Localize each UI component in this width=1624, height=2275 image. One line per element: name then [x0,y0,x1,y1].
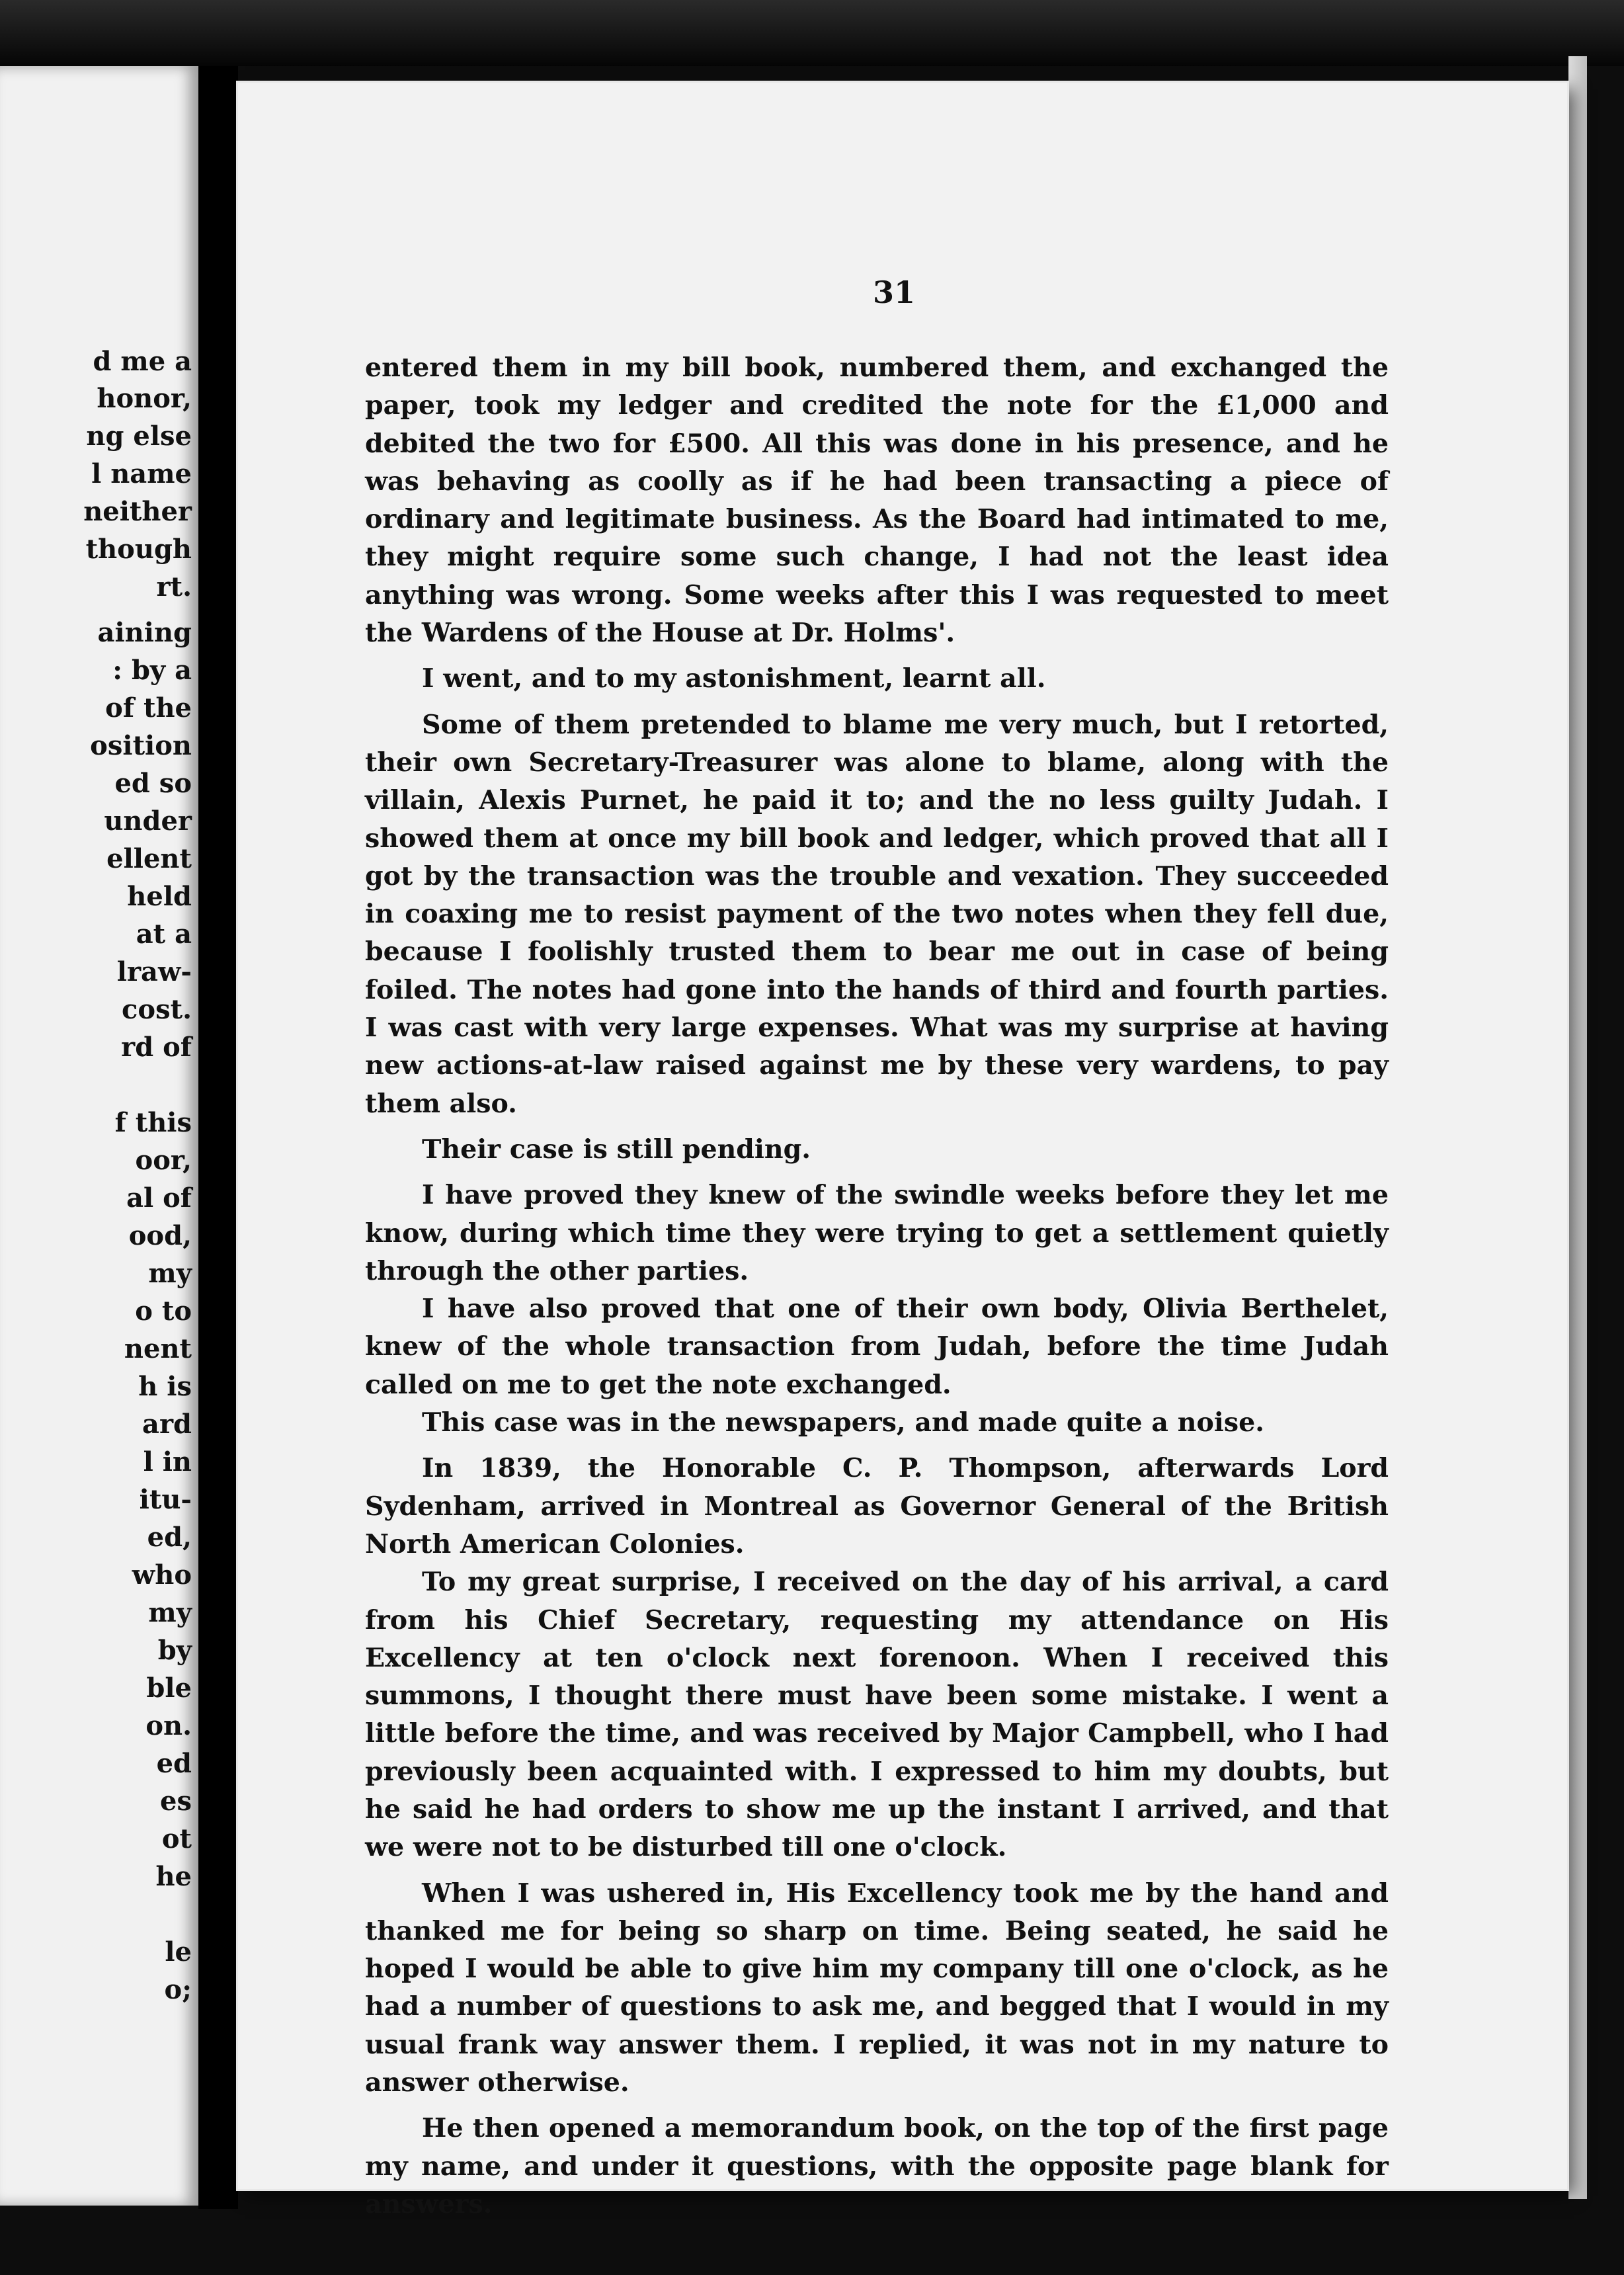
left-page-edge [0,66,198,2206]
left-page-fragment: ellent [106,843,192,874]
left-page-fragment: neither [83,496,192,527]
left-page-fragment: l name [91,458,192,489]
left-page-fragment: l in [143,1446,192,1477]
left-page-fragment: : by a [112,655,192,686]
left-page-fragment: f this [114,1107,192,1138]
left-page-fragment: ed so [114,768,192,799]
scan-top-border [0,0,1624,66]
left-page-fragment: though [85,534,192,565]
left-page-fragment: ng else [86,421,192,452]
left-page-fragment: d me a [93,346,192,377]
left-page-fragment: my [148,1258,192,1289]
left-page-fragment: ed, [147,1522,192,1553]
paragraph: To my great surprise, I received on the day of his arrival, a card from his Chief Secretary, requesting my attendance on His Excellency at ten o'clock next forenoon. When I received this summons, I thought there must have been some mistake. I went a little before the time, and was received by Major Campbell, who I had previously been acquainted with. I expressed to him my doubts, but he said he had orders to show me up the instant I arrived, and that we were not to be disturbed till one o'clock. [365,1567,1389,1863]
left-page-fragment: rt. [156,571,192,602]
left-page-fragment: cost. [122,994,192,1025]
paragraph: I have proved they knew of the swindle weeks before they let me know, during which time they were trying to get a settlement quietly through the other parties. [365,1180,1389,1286]
paragraph: He then opened a memorandum book, on the top of the first page my name, and under it questions, with the opposite page blank for answers. [365,2113,1389,2219]
left-page-fragment: ble [146,1673,192,1704]
left-page-fragment: nent [124,1333,192,1364]
paragraph: Some of them pretended to blame me very much, but I retorted, their own Secretary-Treasurer was alone to blame, along with the villain, Alexis Purnet, he paid it to; and the no less guilty Judah. I showed them at once my bill book and ledger, which proved that all I got by the transaction was the trouble and vexation. They succeeded in coaxing me to resist payment of the two notes when they fell due, because I foolishly trusted them to bear me out in case of being foiled. The notes had gone into the hands of third and fourth parties. I was cast with very large expenses. What was my surprise at having new actions-at-law raised against me by these very wardens, to pay them also. [365,709,1389,1119]
paragraph: I went, and to my astonishment, learnt all. [422,663,1046,694]
left-page-fragment: at a [136,919,192,950]
left-page-fragment: aining [97,617,192,648]
left-page-fragment: honor, [97,383,192,414]
left-page-fragment: rd of [121,1032,192,1063]
page-stack-edge [1568,56,1587,2199]
left-page-fragment: by [157,1635,192,1666]
left-page-fragment: itu- [139,1484,192,1515]
left-page-fragment: my [148,1597,192,1628]
page-body [365,349,1389,2223]
left-page-fragment: held [127,881,192,912]
left-page-fragment: es [160,1786,192,1817]
left-page-fragment: o to [135,1296,192,1327]
book-gutter [198,66,238,2209]
left-page-fragment: ed [156,1748,192,1779]
paragraph: entered them in my bill book, numbered them, and exchanged the paper, took my ledger and credited the note for the £1,000 and debited the two for £500. All this was done in his presence, and he was behaving as coolly as if he had been transacting a piece of ordinary and legitimate business. As the Board had intimated to me, they might require some such change, I had not the least idea anything was wrong. Some weeks after this I was requested to meet the Wardens of the House at Dr. Holms'. [365,352,1389,649]
left-page-fragment: on. [145,1710,192,1741]
left-page-fragment: ard [142,1409,192,1440]
left-page-fragment: he [155,1861,192,1892]
paragraph: When I was ushered in, His Excellency took me by the hand and thanked me for being so sharp on time. Being seated, he said he hoped I would be able to give him my company till one o'clock, as he had a number of questions to ask me, and begged that I would in my usual frank way answer them. I replied, it was not in my nature to answer otherwise. [365,1878,1389,2098]
left-page-fragment: oor, [135,1145,192,1176]
page-number: 31 [873,274,916,310]
left-page-fragment: osition [90,730,192,761]
left-page-fragment: under [104,806,192,837]
left-page-fragment: o; [164,1974,192,2005]
left-page-fragment: ot [161,1823,192,1854]
paragraph: I have also proved that one of their own body, Olivia Berthelet, knew of the whole transaction from Judah, before the time Judah called on me to get the note exchanged. [365,1294,1389,1400]
paragraph: Their case is still pending. [422,1134,811,1165]
left-page-fragment: h is [138,1371,192,1402]
paragraph: In 1839, the Honorable C. P. Thompson, afterwards Lord Sydenham, arrived in Montreal as Governor General of the British North American Colonies. [365,1453,1389,1559]
paragraph: This case was in the newspapers, and made quite a noise. [422,1407,1264,1438]
left-page-fragment: ood, [128,1220,192,1251]
left-page-fragment: al of [126,1182,192,1214]
left-page-fragment: le [165,1936,192,1967]
left-page-fragment: of the [105,692,192,724]
left-page-fragment: lraw- [116,956,192,987]
left-page-fragment: who [132,1559,192,1591]
